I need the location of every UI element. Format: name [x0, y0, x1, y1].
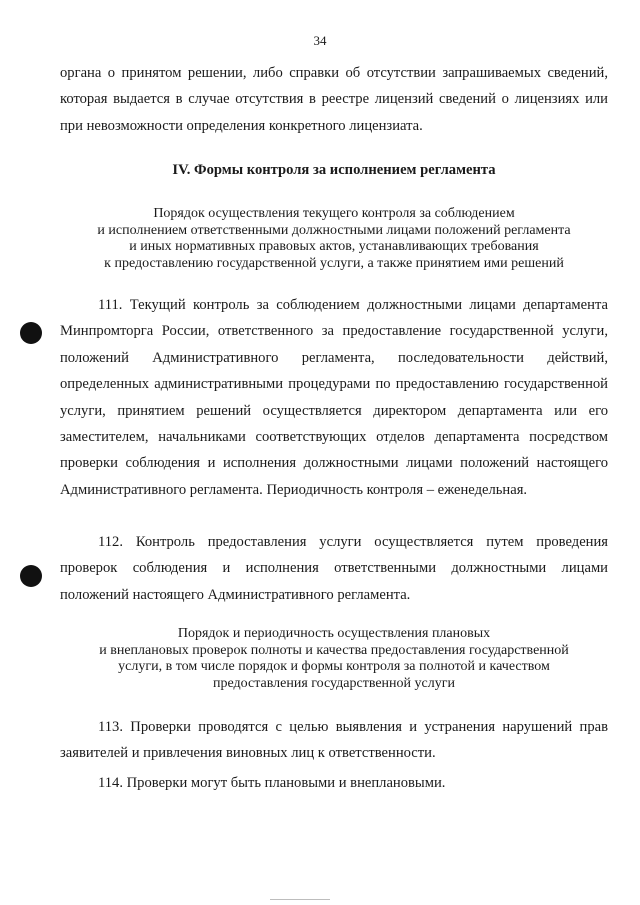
- subheading-line: и исполнением ответственными должностными лицами положений регламента: [97, 222, 571, 238]
- paragraph-111: 111. Текущий контроль за соблюдением должностными лицами департамента Минпромторга России, ответственного за предоставление государственной услуги, положений Административного регламента, последовательности действий, определенных административными процедурами по предоставлению государственной услуги, принятием решений осуществляется директором департамента или его заместителем, начальниками соответствующих отделов департамента посредством проверки соблюдения и исполнения должностными лицами положений настоящего Административного регламента. Периодичность контроля – еженедельная.: [60, 297, 608, 498]
- subheading-inspections: [60, 626, 608, 692]
- page-number: 34: [313, 33, 327, 48]
- punch-hole-mark: [20, 322, 42, 344]
- subheading-line: Порядок осуществления текущего контроля за соблюдением: [153, 206, 515, 221]
- paragraph-114: 114. Проверки могут быть плановыми и внеплановыми.: [98, 775, 446, 791]
- subheading-line: и иных нормативных правовых актов, устанавливающих требования: [129, 239, 539, 254]
- subheading-line: к предоставлению государственной услуги, а также принятием ими решений: [104, 255, 564, 271]
- paragraph-112: 112. Контроль предоставления услуги осуществляется путем проведения проверок соблюдения и исполнения ответственными должностными лицами положений настоящего Административного регламента.: [60, 534, 608, 603]
- section-title: IV. Формы контроля за исполнением регламента: [172, 162, 496, 178]
- punch-hole-mark: [20, 565, 42, 587]
- subheading-line: предоставления государственной услуги: [213, 675, 455, 691]
- scan-edge-mark: [270, 899, 330, 900]
- subheading-current-control: [60, 206, 608, 272]
- continuation-paragraph: органа о принятом решении, либо справки об отсутствии запрашиваемых сведений, которая выдается в случае отсутствия в реестре лицензий сведений о лицензиях или при невозможности определения конкретного лицензиата.: [60, 65, 608, 134]
- paragraph-113: 113. Проверки проводятся с целью выявления и устранения нарушений прав заявителей и привлечения виновных лиц к ответственности.: [60, 719, 608, 762]
- subheading-line: и внеплановых проверок полноты и качества предоставления государственной: [99, 642, 569, 658]
- subheading-line: услуги, в том числе порядок и формы контроля за полнотой и качеством: [118, 659, 550, 674]
- subheading-line: Порядок и периодичность осуществления плановых: [177, 626, 491, 641]
